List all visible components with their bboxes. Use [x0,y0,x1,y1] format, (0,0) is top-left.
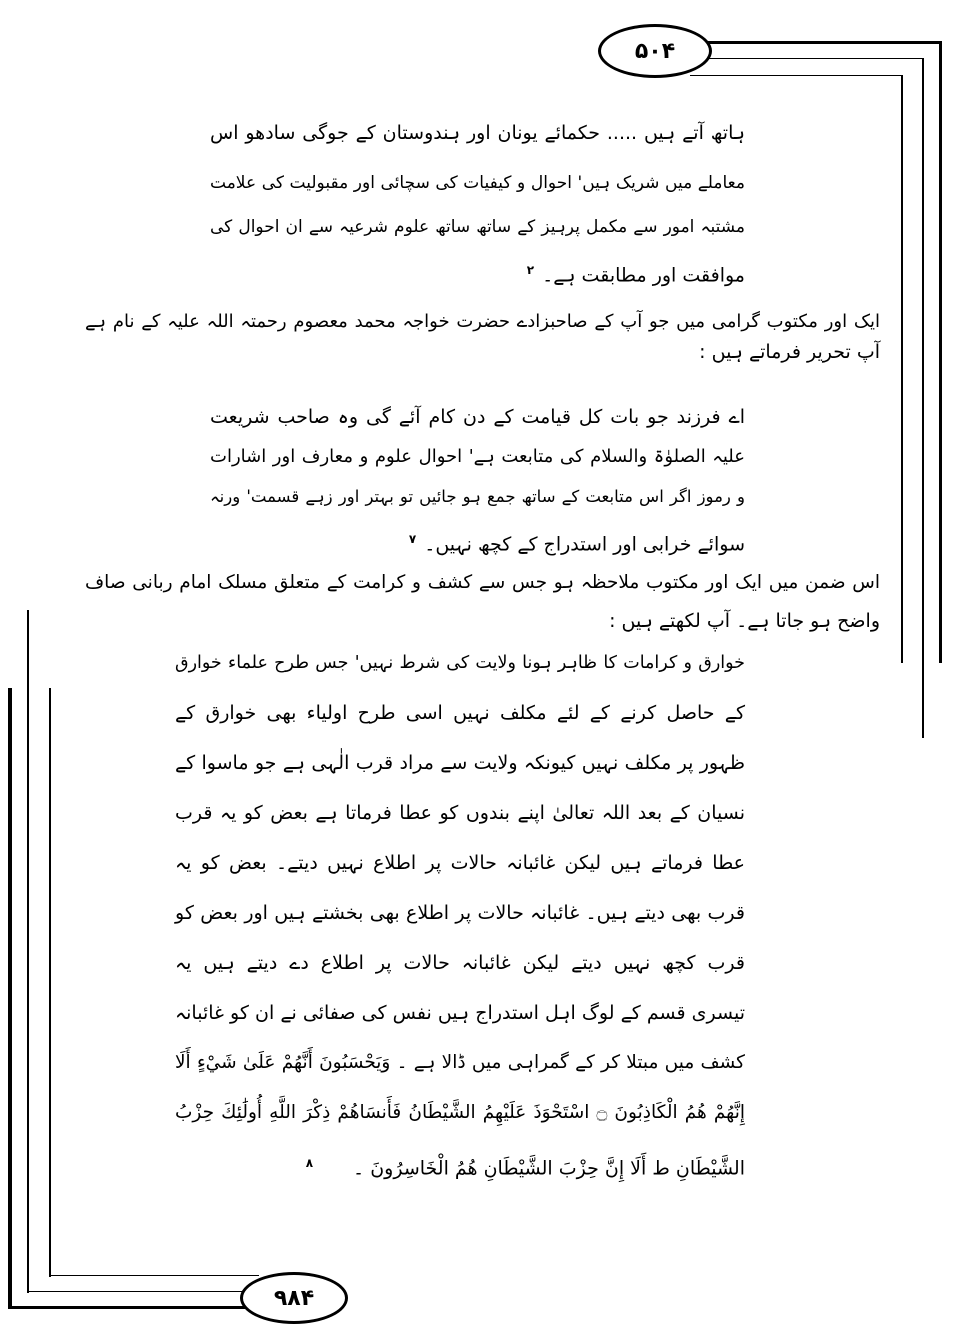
text-line [210,255,745,285]
text-line: علیہ الصلوٰۃ والسلام کی متابعت ہے' احوال علوم و معارف اور اشارات [210,446,745,467]
text-line: إِنَّهُمْ هُمُ الْكَاذِبُونَ ۝ اسْتَحْوَذَ عَلَيْهِمُ الشَّيْطَانُ فَأَنسَاهُمْ ذِكْرَ اللَّهِ أُولَٰئِكَ حِزْبُ [175,1102,745,1123]
page-number-top [598,24,712,78]
text-line: ظہور پر مکلف نہیں کیونکہ ولایت سے مراد قرب الٰہی ہے جو ماسوا کے [175,752,745,774]
text-line: آپ تحریر فرماتے ہیں : [699,341,880,363]
text-line: و رموز اگر اس متابعت کے ساتھ جمع ہو جائیں تو بہتر اور زہے قسمت' ورنہ [210,487,745,506]
frame-bottom-outer [8,1306,253,1309]
frame-top-inner-v [901,75,903,663]
page-number-top-text: ۵۰۴ [634,38,676,64]
frame-top-inner [690,75,903,76]
text-line: خوارق و کرامات کا ظاہر ہونا ولایت کی شرط نہیں' جس طرح علماء خوارق [175,653,745,673]
footnote-marker: ۸ [305,1156,314,1170]
text-line: کے حاصل کرنے کے لئے مکلف نہیں اسی طرح اولیاء بھی خوارق کے [175,702,745,724]
frame-bottom-outer-v [8,688,12,1309]
text-line: قرب کچھ نہیں دیتے لیکن غائبانہ حالات پر اطلاع دے دیتے ہیں یہ [175,952,745,974]
text-line: ہاتھ آتے ہیں ..... حکمائے یونان اور ہندوستان کے جوگی سادھو اس [210,122,745,144]
text-line [210,524,745,554]
text-line: اے فرزند جو بات کل قیامت کے دن کام آئے گی وہ صاحب شریعت [210,406,745,428]
footnote-marker: ۲ [526,263,535,277]
text-line: تیسری قسم کے لوگ اہل استدراج ہیں نفس کی صفائی نے ان کو غائبانہ [175,1002,745,1024]
text-line-content: موافقت اور مطابقت ہے۔ [542,264,745,287]
text-line: ایک اور مکتوب گرامی میں جو آپ کے صاحبزادے حضرت خواجہ محمد معصوم رحمتہ اللہ علیہ کے نام ہے [85,311,880,332]
text-line: واضح ہو جاتا ہے۔ آپ لکھتے ہیں : [609,610,880,632]
footnote-marker: ۷ [408,532,417,546]
frame-top-middle [708,58,924,59]
frame-bottom-inner [49,1275,259,1276]
frame-bottom-middle-v [27,610,29,1293]
page-number-bottom [240,1272,348,1324]
frame-top-outer [705,41,942,44]
frame-bottom-inner-v [49,688,51,1277]
text-line: نسیان کے بعد اللہ تعالیٰ اپنے بندوں کو عطا فرماتا ہے بعض کو یہ قرب [175,802,745,824]
text-line: مشتبہ امور سے مکمل پرہیز کے ساتھ ساتھ علوم شرعیہ سے ان احوال کی [210,217,745,237]
text-line [175,1148,745,1178]
text-line: معاملے میں شریک ہیں' احوال و کیفیات کی سچائی اور مقبولیت کی علامت [210,173,745,193]
text-line-content: الشَّيْطَانِ ط أَلَا إِنَّ حِزْبَ الشَّيْطَانِ هُمُ الْخَاسِرُونَ ۔ [353,1157,745,1180]
text-line: قرب بھی دیتے ہیں۔ غائبانہ حالات پر اطلاع بھی بخشتے ہیں اور بعض کو [175,902,745,924]
text-line: اس ضمن میں ایک اور مکتوب ملاحظہ ہو جس سے کشف و کرامت کے متعلق مسلک امام ربانی صاف [85,572,880,593]
text-line: عطا فرماتے ہیں لیکن غائبانہ حالات پر اطلاع نہیں دیتے۔ بعض کو یہ [175,852,745,874]
text-line-content: سوائے خرابی اور استدراج کے کچھ نہیں۔ [424,533,745,556]
page-number-bottom-text: ۹۸۴ [273,1285,315,1311]
frame-bottom-middle [27,1291,247,1292]
text-line: کشف میں مبتلا کر کے گمراہی میں ڈالا ہے ۔ وَيَحْسَبُونَ أَنَّهُمْ عَلَىٰ شَيْءٍ أَلَا [175,1052,745,1073]
frame-top-outer-v [939,41,942,663]
frame-top-middle-v [922,58,924,738]
